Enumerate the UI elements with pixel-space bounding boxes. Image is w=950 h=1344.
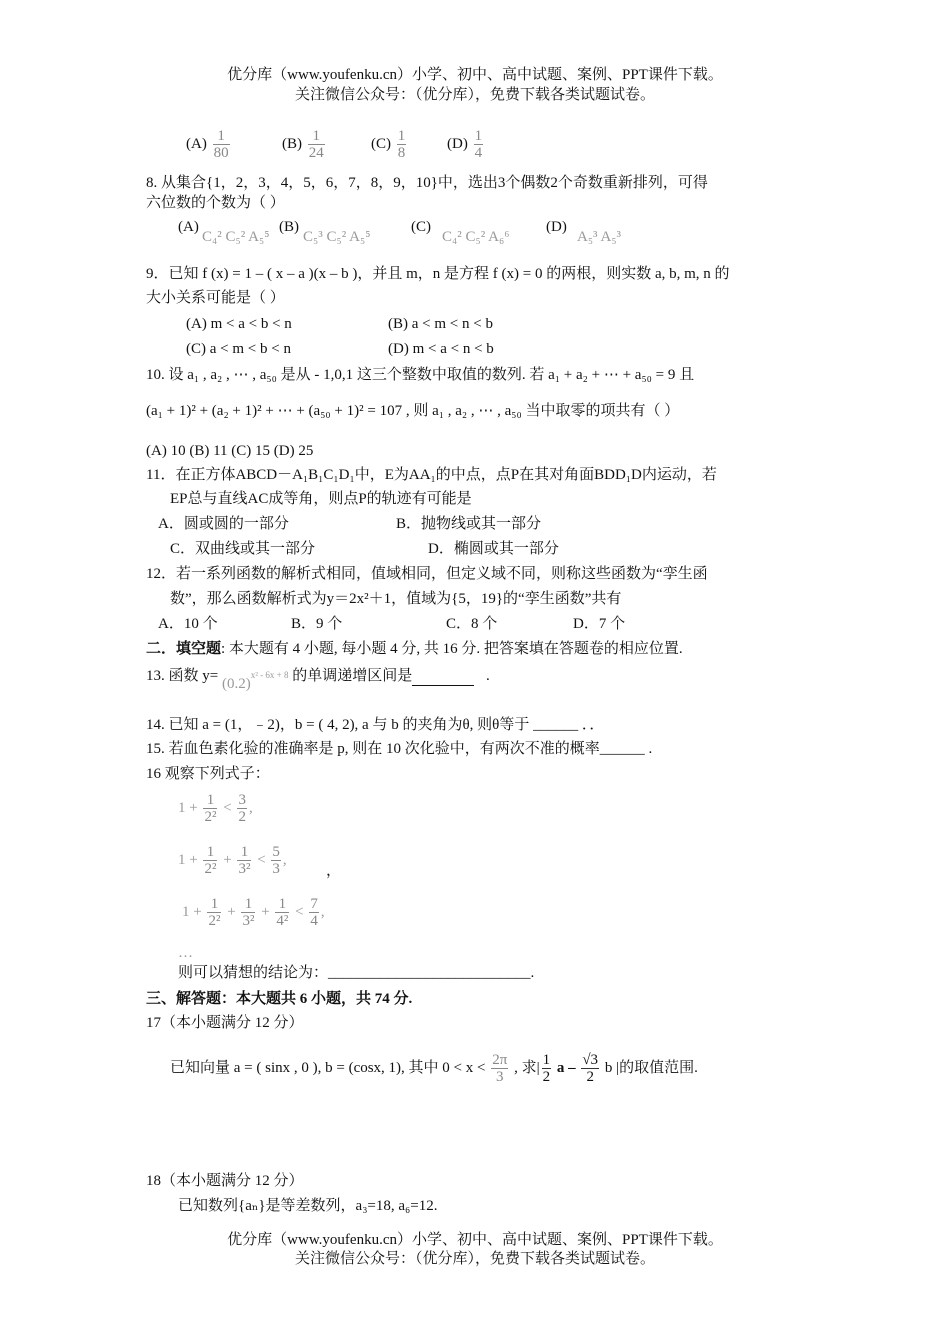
q15-line: 15. 若血色素化验的准确率是 p, 则在 10 次化验中，有两次不准的概率______ .	[146, 741, 653, 757]
q12-option-d: D．7 个	[573, 616, 626, 632]
q13-answer-blank	[412, 667, 474, 686]
q8-option-c-formula: C₄² C₅² A₆⁶	[442, 229, 510, 245]
q18-statement: 已知数列{aₙ}是等差数列，a₃=18, a₆=12.	[178, 1198, 438, 1214]
q8-option-b-formula: C₅³ C₅² A₅⁵	[303, 229, 371, 245]
q8-line-2: 六位数的个数为（ ）	[146, 195, 285, 211]
q8-option-a-formula: C₄² C₅² A₅⁵	[202, 229, 270, 245]
q12-option-b: B．9 个	[291, 616, 343, 632]
q9-line-1: 9．已知 f (x) = 1 – ( x – a )(x – b )，并且 m，n 是方程 f (x) = 0 的两根，则实数 a, b, m, n 的	[146, 266, 730, 282]
q7-fraction-a: $\frac{1}{80}$	[213, 128, 229, 161]
q8-line-1: 8. 从集合{1，2，3，4，5，6，7，8，9，10}中，选出3个偶数2个奇数重新排列，可得	[146, 175, 708, 191]
q7-option-a: (A) $\frac{1}{80}$	[186, 128, 229, 161]
q11-line-2: EP总与直线AC成等角，则点P的轨迹有可能是	[170, 491, 472, 507]
q11-line-1: 11．在正方体ABCD－A₁B₁C₁D₁中，E为AA₁的中点，点P在其对角面BDD₁D内运动，若	[146, 467, 717, 483]
q7-option-b: (B) $\frac{1}{24}$	[282, 128, 324, 161]
q7-fraction-d: $\frac{1}{4}$	[474, 128, 483, 161]
q14-line: 14. 已知 a = (1，﹣2)，b = ( 4, 2), a 与 b 的夹角为θ, 则θ等于 ______ ．．	[146, 717, 605, 733]
q12-option-a: A．10 个	[158, 616, 218, 632]
q9-option-d: (D) m < a < n < b	[388, 341, 494, 357]
q12-line-2: 数”，那么函数解析式为y＝2x²＋1，值域为{5，19}的“孪生函数”共有	[170, 591, 622, 607]
q10-options: (A) 10 (B) 11 (C) 15 (D) 25	[146, 443, 314, 459]
q11-option-b: B．抛物线或其一部分	[396, 516, 542, 532]
q9-line-2: 大小关系可能是（ ）	[146, 290, 285, 306]
q13-line: 13. 函数 y= (0.2)x² - 6x + 8 的单调递增区间是 .	[146, 668, 490, 692]
q8-option-b-label: (B)	[279, 219, 299, 235]
q9-option-b: (B) a < m < n < b	[388, 316, 493, 332]
section-2-heading: 二．填空题: 本大题有 4 小题, 每小题 4 分, 共 16 分. 把答案填在答题卷的相应位置.	[146, 641, 683, 657]
q16-row-2: 1 + $\frac{1}{\text{2²}}$ + $\frac{1}{\text{3²}}$ < $\frac{5}{3}$ ,	[178, 844, 287, 877]
q16-conclusion: 则可以猜想的结论为：___________________________.	[178, 965, 535, 981]
section-3-heading: 三、解答题：本大题共 6 小题，共 74 分.	[146, 991, 413, 1007]
q7-fraction-c: $\frac{1}{8}$	[397, 128, 406, 161]
q10-line-1: 10. 设 a₁ , a₂ , ⋯ , a₅₀ 是从 - 1,0,1 这三个整数中取值的数列. 若 a₁ + a₂ + ⋯ + a₅₀ = 9 且	[146, 367, 695, 383]
q9-option-c: (C) a < m < b < n	[186, 341, 291, 357]
q8-option-d-label: (D)	[546, 219, 567, 235]
q7-option-d: (D) $\frac{1}{4}$	[447, 128, 483, 161]
q11-option-d: D．椭圆或其一部分	[428, 541, 559, 557]
q16-ellipsis: …	[178, 945, 193, 961]
q7-fraction-b: $\frac{1}{24}$	[308, 128, 324, 161]
q8-option-c-label: (C)	[411, 219, 431, 235]
q16-row-1: 1 + $\frac{1}{\text{2²}}$ < $\frac{3}{2}$ ,	[178, 792, 253, 825]
q7-option-c: (C) $\frac{1}{8}$	[371, 128, 406, 161]
q9-option-a: (A) m < a < b < n	[186, 316, 292, 332]
q12-line-1: 12．若一系列函数的解析式相同，值域相同，但定义域不同，则称这些函数为“孪生函	[146, 566, 708, 582]
q17-title: 17（本小题满分 12 分）	[146, 1015, 304, 1031]
q16-row-3: 1 + $\frac{1}{\text{2²}}$ + $\frac{1}{\text{3²}}$ + $\frac{1}{\text{4²}}$ < $\frac{7}{4}$ ,	[182, 896, 325, 929]
header-line-1: 优分库（www.youfenku.cn）小学、初中、高中试题、案例、PPT课件下载。	[227, 67, 723, 83]
q8-option-a-label: (A)	[178, 219, 199, 235]
q8-option-d-formula: A₅³ A₅³	[577, 229, 622, 245]
q16-title: 16 观察下列式子：	[146, 766, 270, 782]
q10-line-2: (a₁ + 1)² + (a₂ + 1)² + ⋯ + (a₅₀ + 1)² = 107 , 则 a₁ , a₂ , ⋯ , a₅₀ 当中取零的项共有（ ）	[146, 403, 680, 419]
q17-statement: 已知向量 a = ( sinx , 0 ), b = (cosx, 1), 其中 0 < x < $\frac{2\pi}{3}$ , 求| $\frac{1}{2}$ a – $\frac{√3}{2}$ b |的取值范围.	[170, 1052, 698, 1085]
q16-stray-comma: ，	[326, 863, 342, 879]
footer-line-2: 关注微信公众号：（优分库），免费下载各类试题试卷。	[294, 1251, 655, 1267]
q17-upper-bound-fraction: $\frac{2\pi}{3}$	[492, 1052, 508, 1085]
q11-option-c: C．双曲线或其一部分	[170, 541, 316, 557]
q17-root-fraction: $\frac{√3}{2}$	[582, 1052, 599, 1085]
q11-option-a: A．圆或圆的一部分	[158, 516, 289, 532]
header-line-2: 关注微信公众号：（优分库），免费下载各类试题试卷。	[294, 87, 655, 103]
q12-option-c: C．8 个	[446, 616, 498, 632]
q17-half-fraction: $\frac{1}{2}$	[542, 1052, 551, 1085]
q18-title: 18（本小题满分 12 分）	[146, 1173, 304, 1189]
footer-line-1: 优分库（www.youfenku.cn）小学、初中、高中试题、案例、PPT课件下载。	[227, 1232, 723, 1248]
